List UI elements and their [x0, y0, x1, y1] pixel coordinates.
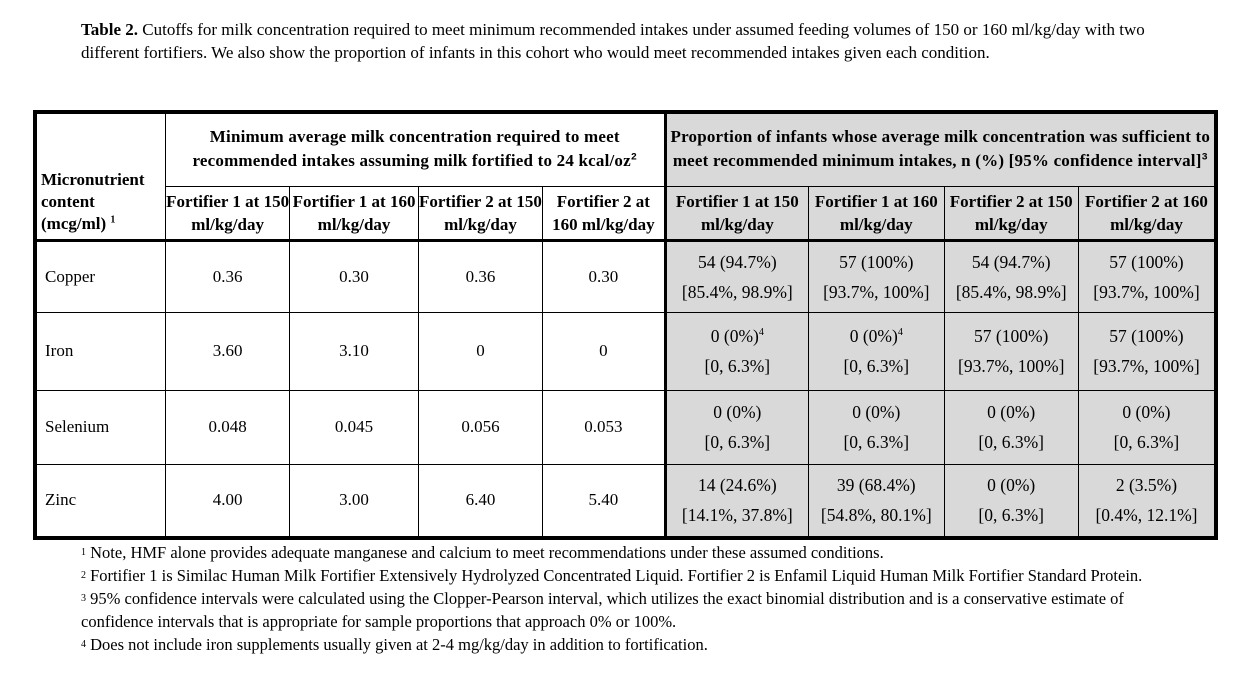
footnote [81, 564, 1181, 587]
proportion-count: 0 (0%) [710, 326, 759, 346]
proportion-cell [944, 312, 1078, 390]
row-name: Zinc [35, 464, 165, 538]
column-header: Fortifier 1 at 160 ml/kg/day [809, 186, 944, 240]
table-row [35, 312, 1216, 390]
cutoff-cell: 0.30 [543, 240, 665, 312]
confidence-interval: [0, 6.3%] [704, 356, 771, 376]
confidence-interval: [93.7%, 100%] [1093, 356, 1200, 376]
row-label-header: Micronutrient content (mcg/ml) $^1$ [35, 112, 165, 240]
footnote [81, 587, 1181, 633]
proportion-cell [1078, 312, 1216, 390]
proportion-count: 57 (100%) [1109, 251, 1184, 272]
column-header: Fortifier 2 at 150 ml/kg/day [944, 186, 1078, 240]
proportion-cell [1078, 464, 1216, 538]
proportion-count: 54 (94.7%) [697, 251, 777, 272]
table-caption [81, 18, 1161, 64]
proportion-cell [944, 464, 1078, 538]
confidence-interval: [14.1%, 37.8%] [681, 505, 793, 526]
proportion-count: 14 (24.6%) [697, 475, 777, 496]
proportion-cell [665, 240, 808, 312]
row-name: Selenium [35, 390, 165, 464]
proportion-count: 0 (0%) [987, 402, 1036, 422]
confidence-interval: [0, 6.3%] [1113, 432, 1180, 452]
cutoff-cell: 3.60 [165, 312, 289, 390]
confidence-interval: [85.4%, 98.9%] [681, 281, 793, 302]
cutoff-cell: 0.30 [290, 240, 418, 312]
footnote-text: Fortifier 1 is Similac Human Milk Fortifier Extensively Hydrolyzed Concentrated Liquid. Fortifier 2 is Enfamil Liquid Human Milk Fortifier Standard Protein. [90, 566, 1143, 585]
proportion-cell [665, 312, 808, 390]
proportion-cell [809, 390, 944, 464]
row-name: Iron [35, 312, 165, 390]
caption-label: Table 2. [81, 20, 139, 39]
confidence-interval: [85.4%, 98.9%] [955, 281, 1067, 302]
proportion-group-header: Proportion of infants whose average milk concentration was sufficient to meet recommended minimum intakes, n (%) [95% confidence interval]$^3$ [665, 112, 1216, 186]
confidence-interval: [0, 6.3%] [843, 356, 910, 376]
cutoff-cell: 0 [418, 312, 542, 390]
proportion-count: 0 (0%) [849, 326, 898, 346]
cutoff-cell: 0 [543, 312, 665, 390]
confidence-interval: [0, 6.3%] [843, 432, 910, 452]
footnote-text: Note, HMF alone provides adequate manganese and calcium to meet recommendations under these assumed conditions. [90, 543, 884, 562]
proportion-count: 0 (0%) [1122, 402, 1171, 422]
cutoffs-group-header: Minimum average milk concentration required to meet recommended intakes assuming milk fortified to 24 kcal/$oz^2$ [165, 112, 665, 186]
caption-text: Cutoffs for milk concentration required to meet minimum recommended intakes under assumed feeding volumes of 150 or 160 ml/kg/day with two different fortifiers. We also show the proportion of infants in this cohort who would meet recommended intakes given each condition. [81, 20, 1145, 62]
column-header: Fortifier 1 at 160 ml/kg/day [290, 186, 418, 240]
proportion-count: 0 (0%) [987, 475, 1036, 496]
column-header: Fortifier 2 at 160 ml/kg/day [1078, 186, 1216, 240]
confidence-interval: [93.7%, 100%] [823, 281, 930, 302]
cutoff-cell: 0.053 [543, 390, 665, 464]
proportion-cell [1078, 390, 1216, 464]
cutoff-cell: 0.045 [290, 390, 418, 464]
proportion-count: 2 (3.5%) [1115, 475, 1178, 496]
column-header: Fortifier 1 at 150 ml/kg/day [165, 186, 289, 240]
cutoff-cell: 4.00 [165, 464, 289, 538]
cutoff-cell: 0.056 [418, 390, 542, 464]
confidence-interval: [0, 6.3%] [978, 505, 1045, 526]
proportion-cell [809, 464, 944, 538]
table-body [35, 240, 1216, 538]
cutoff-cell: 0.048 [165, 390, 289, 464]
proportion-count: 39 (68.4%) [836, 475, 916, 496]
cutoff-cell: 0.36 [165, 240, 289, 312]
confidence-interval: [54.8%, 80.1%] [820, 505, 932, 526]
confidence-interval: [0, 6.3%] [704, 432, 771, 452]
footnote-number: 3 [81, 593, 86, 604]
proportion-cell [809, 312, 944, 390]
confidence-interval: [93.7%, 100%] [958, 356, 1065, 376]
footnote-marker: 4 [897, 327, 903, 339]
proportion-count: 57 (100%) [1109, 326, 1184, 346]
column-header: Fortifier 2 at 160 ml/kg/day [543, 186, 665, 240]
cutoff-cell: 3.10 [290, 312, 418, 390]
cutoff-cell: 0.36 [418, 240, 542, 312]
proportion-cell [944, 390, 1078, 464]
cutoff-cell: 5.40 [543, 464, 665, 538]
column-header: Fortifier 2 at 150 ml/kg/day [418, 186, 542, 240]
table-row [35, 390, 1216, 464]
footnote-text: Does not include iron supplements usually given at 2-4 mg/kg/day in addition to fortification. [90, 635, 708, 654]
proportion-cell [665, 464, 808, 538]
footnote [81, 541, 1181, 564]
proportion-count: 57 (100%) [974, 326, 1049, 346]
footnote-text: 95% confidence intervals were calculated using the Clopper-Pearson interval, which utilizes the exact binomial distribution and is a conservative estimate of confidence intervals that is appropriate for sample proportions that approach 0% or 100%. [81, 589, 1124, 631]
confidence-interval: [93.7%, 100%] [1093, 281, 1200, 302]
footnotes [81, 541, 1181, 656]
confidence-interval: [0.4%, 12.1%] [1095, 505, 1198, 526]
data-table [33, 110, 1218, 540]
proportion-count: 54 (94.7%) [971, 251, 1051, 272]
footnote-marker: 4 [758, 327, 764, 339]
confidence-interval: [0, 6.3%] [978, 432, 1045, 452]
footnote-number: 4 [81, 639, 86, 650]
proportion-cell [944, 240, 1078, 312]
proportion-cell [665, 390, 808, 464]
proportion-count: 0 (0%) [713, 402, 762, 422]
proportion-count: 57 (100%) [839, 251, 914, 272]
cutoff-cell: 6.40 [418, 464, 542, 538]
column-header: Fortifier 1 at 150 ml/kg/day [665, 186, 808, 240]
proportion-cell [1078, 240, 1216, 312]
table-row [35, 464, 1216, 538]
proportion-cell [809, 240, 944, 312]
footnote-number: 1 [81, 547, 86, 558]
cutoff-cell: 3.00 [290, 464, 418, 538]
proportion-count: 0 (0%) [852, 402, 901, 422]
footnote-number: 2 [81, 570, 86, 581]
table-row [35, 240, 1216, 312]
footnote [81, 633, 1181, 656]
row-name: Copper [35, 240, 165, 312]
